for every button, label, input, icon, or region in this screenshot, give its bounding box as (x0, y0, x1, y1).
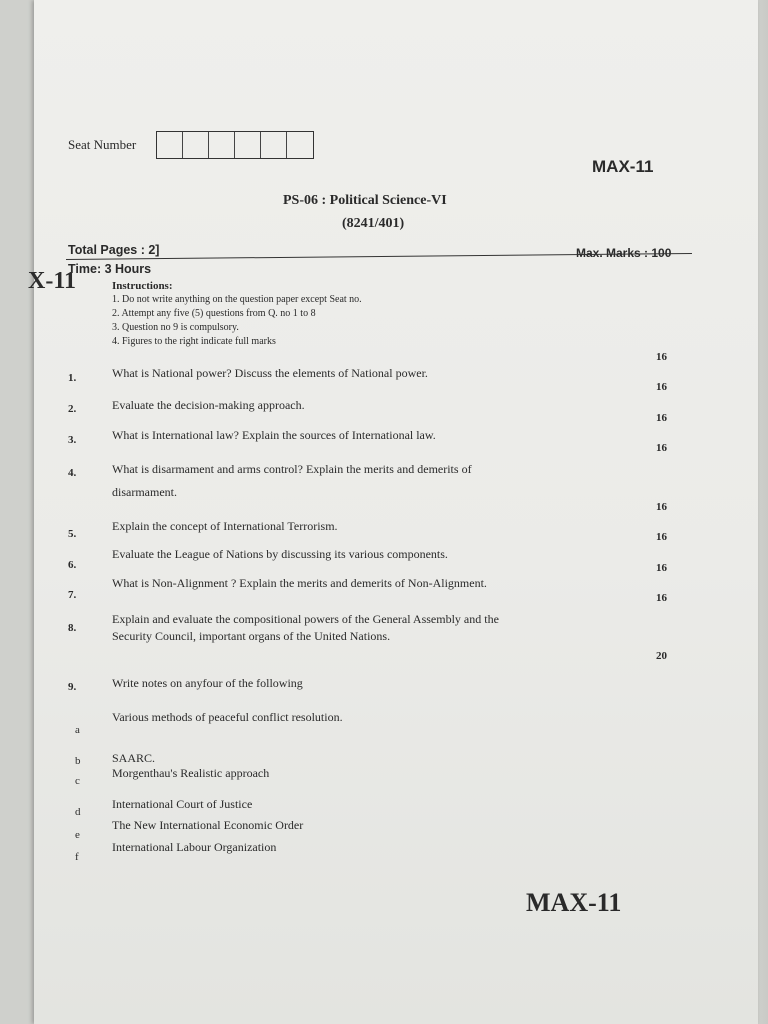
question-number: 7. (68, 589, 77, 601)
question-text: What is National power? Discuss the elements of National power. (112, 366, 428, 380)
paper-title: PS-06 : Political Science-VI (283, 193, 447, 208)
question-text: What is Non-Alignment ? Explain the merits and demerits of Non-Alignment. (112, 576, 487, 590)
question-marks: 16 (656, 351, 667, 363)
question-number: 5. (68, 528, 77, 540)
seat-number-cell (209, 132, 235, 158)
question-text: Explain the concept of International Terrorism. (112, 519, 338, 533)
subpart-text: SAARC. (112, 751, 156, 765)
seat-number-label: Seat Number (68, 137, 137, 152)
seat-number-cell (235, 132, 261, 158)
instruction-item: 4. Figures to the right indicate full marks (112, 336, 276, 347)
subpart-letter: d (75, 806, 81, 818)
question-text: What is International law? Explain the sources of International law. (112, 428, 436, 442)
question-marks: 16 (656, 562, 667, 574)
question-marks: 16 (656, 412, 667, 424)
total-pages: Total Pages : 2] (68, 243, 160, 257)
margin-bleed-text: X-11 (28, 268, 76, 294)
question-text: Evaluate the decision-making approach. (112, 398, 305, 412)
question-paper (34, 0, 758, 1024)
seat-number-boxes (156, 131, 314, 159)
subpart-letter: f (75, 851, 79, 863)
seat-number-cell (157, 132, 183, 158)
paper-code-bottom: MAX-11 (526, 888, 622, 917)
seat-number-cell (183, 132, 209, 158)
question-text: Explain and evaluate the compositional powers of the General Assembly and the (112, 612, 499, 626)
question-marks: 16 (656, 592, 667, 604)
question-text: What is disarmament and arms control? Explain the merits and demerits of (112, 462, 472, 476)
question-marks: 16 (656, 531, 667, 543)
question-number: 6. (68, 559, 77, 571)
question-text: Write notes on anyfour of the following (112, 676, 303, 690)
instruction-item: 2. Attempt any five (5) questions from Q. no 1 to 8 (112, 308, 316, 319)
question-marks: 16 (656, 381, 667, 393)
question-marks: 16 (656, 501, 667, 513)
question-text-continued: Security Council, important organs of the United Nations. (112, 629, 391, 643)
subpart-letter: a (75, 724, 80, 736)
subpart-text: Various methods of peaceful conflict resolution. (112, 710, 343, 724)
exam-time: Time: 3 Hours (68, 262, 152, 276)
question-marks: 16 (656, 442, 667, 454)
instruction-item: 3. Question no 9 is compulsory. (112, 322, 239, 333)
subpart-letter: b (75, 755, 81, 767)
question-text: Evaluate the League of Nations by discussing its various components. (112, 547, 448, 561)
instruction-item: 1. Do not write anything on the question paper except Seat no. (112, 294, 362, 305)
question-text-continued: disarmament. (112, 485, 177, 499)
question-number: 9. (68, 681, 77, 693)
question-marks: 20 (656, 650, 667, 662)
paper-number: (8241/401) (342, 216, 405, 231)
subpart-text: International Labour Organization (112, 840, 277, 854)
question-number: 2. (68, 403, 77, 415)
subpart-letter: c (75, 775, 80, 787)
question-number: 4. (68, 467, 77, 479)
question-number: 3. (68, 434, 77, 446)
instructions-heading: Instructions: (112, 280, 173, 292)
seat-number-cell (287, 132, 313, 158)
max-marks: Max. Marks : 100 (576, 246, 672, 260)
question-number: 1. (68, 372, 77, 384)
seat-number-cell (261, 132, 287, 158)
question-number: 8. (68, 622, 77, 634)
subpart-text: Morgenthau's Realistic approach (112, 766, 270, 780)
subpart-letter: e (75, 829, 80, 841)
paper-code-top: MAX-11 (592, 157, 654, 176)
subpart-text: International Court of Justice (112, 797, 253, 811)
subpart-text: The New International Economic Order (112, 818, 304, 832)
